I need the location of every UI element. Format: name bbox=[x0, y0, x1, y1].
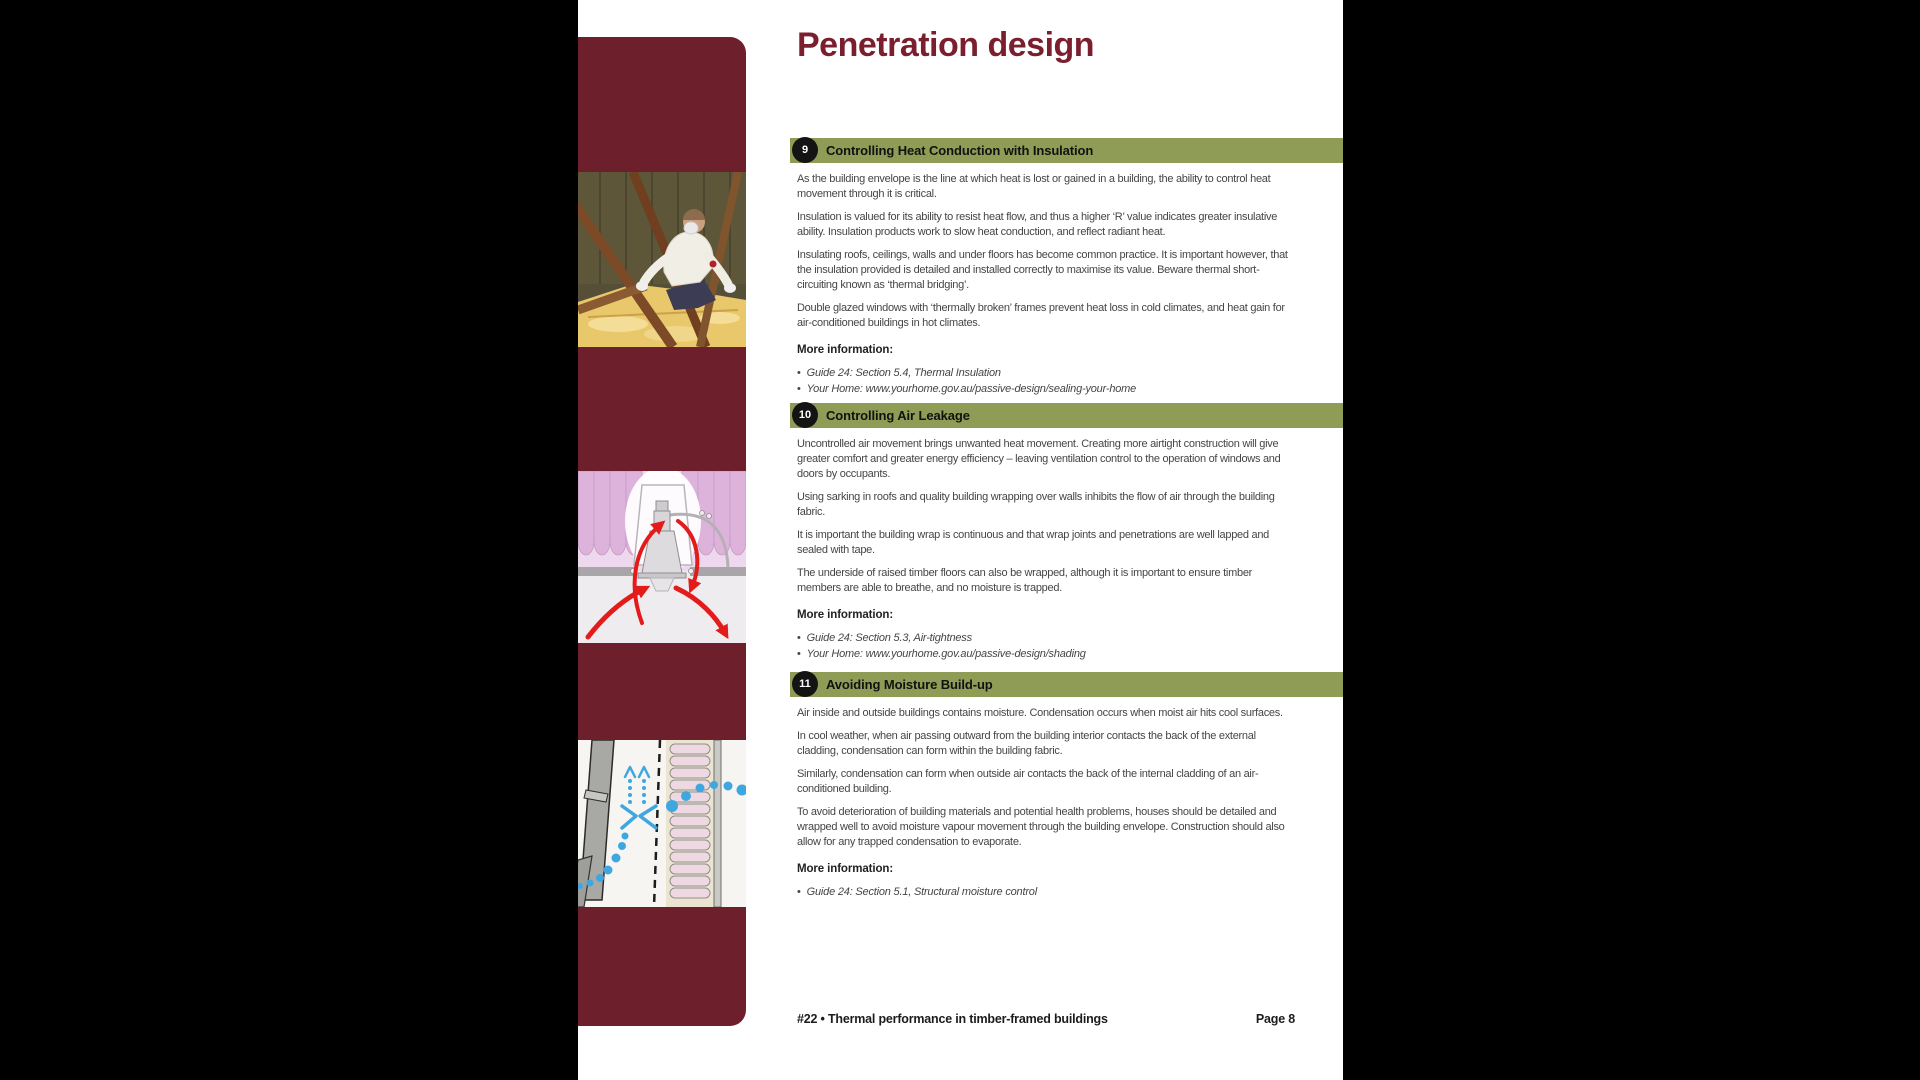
sidebar-image-strip bbox=[578, 0, 746, 1080]
page-title: Penetration design bbox=[797, 26, 1095, 64]
section-heading: Controlling Air Leakage bbox=[826, 408, 970, 423]
section-body bbox=[797, 697, 1297, 900]
footer-page-number: Page 8 bbox=[1255, 1012, 1295, 1026]
bullet-text-link: Your Home: www.yourhome.gov.au/passive-design/sealing-your-home bbox=[806, 383, 1137, 395]
section-body bbox=[797, 163, 1297, 397]
section-header-bar bbox=[790, 672, 1343, 697]
section-heading: Avoiding Moisture Build-up bbox=[826, 677, 993, 692]
section-air-leakage bbox=[790, 403, 1343, 662]
paragraph: It is important the building wrap is continuous and that wrap joints and penetrations are well lapped and sealed with tape. bbox=[797, 529, 1270, 556]
sidebar-maroon-block-top bbox=[578, 37, 746, 172]
section-header-bar bbox=[790, 403, 1343, 428]
section-number-badge: 10 bbox=[792, 402, 818, 428]
paragraph: Using sarking in roofs and quality building wrapping over walls inhibits the flow of air through the building fabric. bbox=[797, 491, 1275, 518]
more-information-label: More information: bbox=[797, 863, 894, 875]
paragraph: In cool weather, when air passing outward from the building interior contacts the back of the external cladding, condensation can form within the building fabric. bbox=[797, 730, 1256, 757]
paragraph: Air inside and outside buildings contains moisture. Condensation occurs when moist air hits cool surfaces. bbox=[797, 707, 1283, 719]
footer-publication-title: #22 • Thermal performance in timber-framed buildings bbox=[797, 1012, 1108, 1026]
section-moisture-buildup bbox=[790, 672, 1343, 900]
bullet-item bbox=[797, 381, 1297, 397]
bullet-item bbox=[797, 365, 1297, 381]
section-number-badge: 9 bbox=[792, 137, 818, 163]
bullet-item bbox=[797, 884, 1297, 900]
more-information-label: More information: bbox=[797, 609, 894, 621]
section-number-badge: 11 bbox=[792, 671, 818, 697]
paragraph: Double glazed windows with ‘thermally broken’ frames prevent heat loss in cold climates, and heat gain for air-conditioned buildings in hot climates. bbox=[797, 302, 1285, 329]
bullet-marker: • bbox=[797, 886, 801, 898]
document-page bbox=[578, 0, 1343, 1080]
diagram-downlight-penetration-airflow bbox=[578, 471, 746, 643]
section-body bbox=[797, 428, 1297, 662]
photo-installing-ceiling-insulation bbox=[578, 172, 746, 347]
bullet-marker: • bbox=[797, 648, 801, 660]
bullet-marker: • bbox=[797, 367, 801, 379]
more-information-label: More information: bbox=[797, 344, 894, 356]
section-header-bar bbox=[790, 138, 1343, 163]
bullet-text: Guide 24: Section 5.4, Thermal Insulation bbox=[806, 367, 1001, 379]
paragraph: Uncontrolled air movement brings unwanted heat movement. Creating more airtight construction will give greater comfort and greater energy efficiency – leaving ventilation control to the operation of windows and doors by occupants. bbox=[797, 438, 1281, 480]
sidebar-maroon-block-3 bbox=[578, 643, 746, 740]
bullet-text: Guide 24: Section 5.3, Air-tightness bbox=[806, 632, 972, 644]
paragraph: Similarly, condensation can form when outside air contacts the back of the internal cladding of an air-conditioned building. bbox=[797, 768, 1259, 795]
section-heading: Controlling Heat Conduction with Insulation bbox=[826, 143, 1094, 158]
bullet-text-link: Your Home: www.yourhome.gov.au/passive-design/shading bbox=[806, 648, 1086, 660]
page-footer bbox=[797, 1012, 1295, 1026]
sidebar-maroon-block-bottom bbox=[578, 907, 746, 1026]
bullet-marker: • bbox=[797, 632, 801, 644]
paragraph: Insulating roofs, ceilings, walls and under floors has become common practice. It is important however, that the insulation provided is detailed and installed correctly to maximise its value. Beware thermal short-circuiting known as ‘thermal bridging’. bbox=[797, 249, 1288, 291]
bullet-item bbox=[797, 630, 1297, 646]
paragraph: The underside of raised timber floors can also be wrapped, although it is important to ensure timber members are able to breathe, and no moisture is trapped. bbox=[797, 567, 1253, 594]
paragraph: To avoid deterioration of building materials and potential health problems, houses should be detailed and wrapped well to avoid moisture vapour movement through the building envelope. Construction should also allow for any trapped condensation to evaporate. bbox=[797, 806, 1285, 848]
bullet-text: Guide 24: Section 5.1, Structural moisture control bbox=[806, 886, 1037, 898]
sidebar-maroon-block-2 bbox=[578, 347, 746, 471]
paragraph: As the building envelope is the line at which heat is lost or gained in a building, the ability to control heat movement through it is critical. bbox=[797, 173, 1271, 200]
paragraph: Insulation is valued for its ability to resist heat flow, and thus a higher ‘R’ value indicates greater insulative ability. Insulation products work to slow heat conduction, and reflect radiant heat. bbox=[797, 211, 1278, 238]
bullet-marker: • bbox=[797, 383, 801, 395]
section-heat-conduction bbox=[790, 138, 1343, 397]
bullet-item bbox=[797, 646, 1297, 662]
diagram-wall-section-moisture-movement bbox=[578, 740, 746, 907]
